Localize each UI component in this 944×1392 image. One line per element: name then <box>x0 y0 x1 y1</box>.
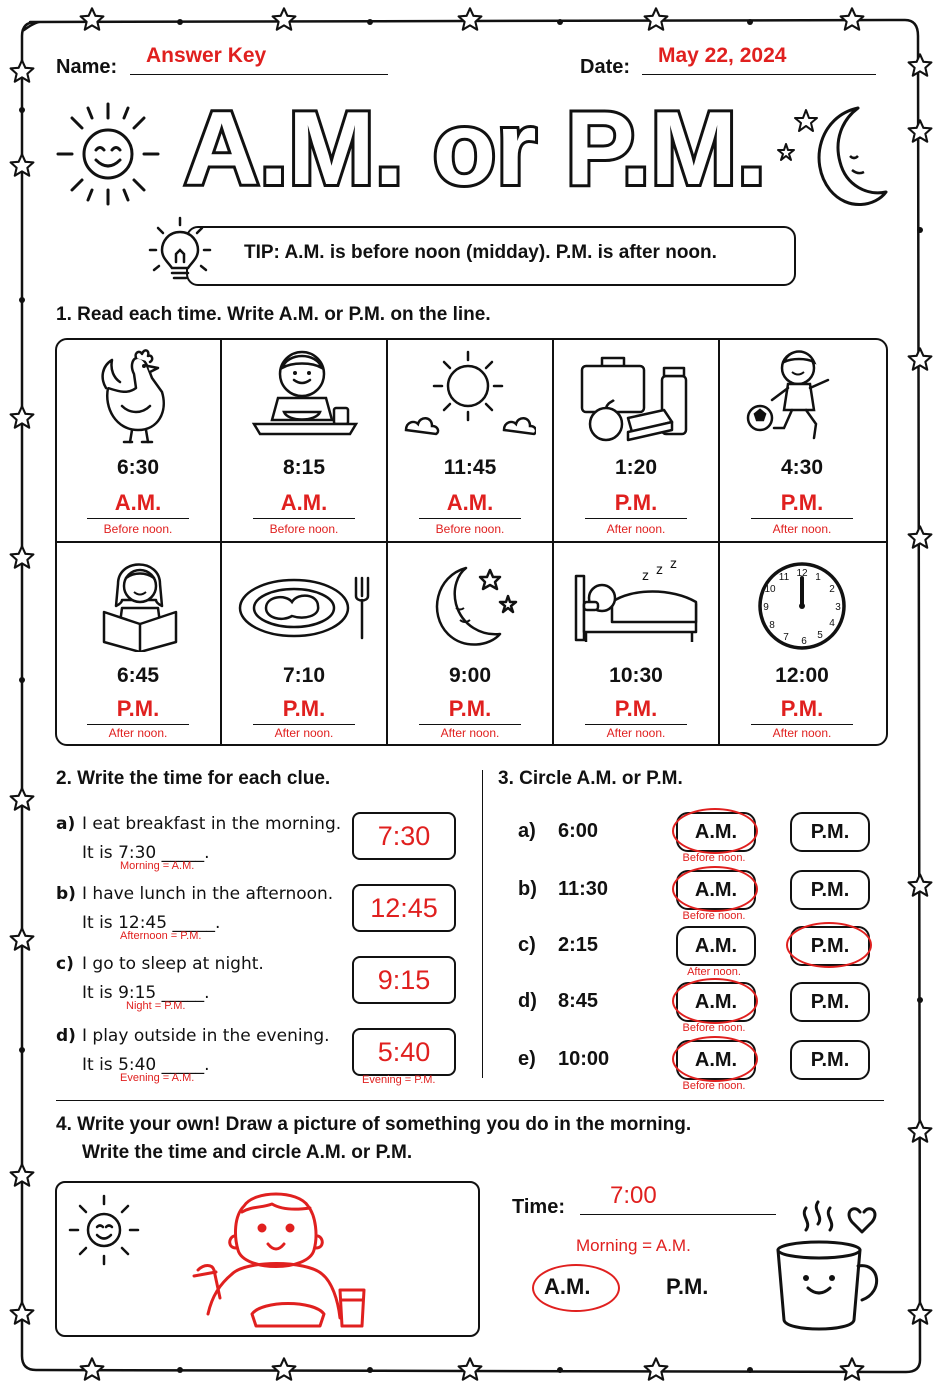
cell-answer[interactable]: P.M. <box>282 696 326 721</box>
answer-circle <box>672 978 758 1024</box>
section-divider <box>482 770 483 1078</box>
am-option[interactable]: A.M. <box>676 870 756 910</box>
cell-answer[interactable]: P.M. <box>448 696 492 721</box>
cell-answer[interactable]: P.M. <box>780 490 824 515</box>
answer-line <box>419 724 521 725</box>
svg-text:11: 11 <box>778 572 790 583</box>
cell-time: 9:00 <box>448 664 492 687</box>
cell-note: After noon. <box>440 726 500 740</box>
cell-answer[interactable]: A.M. <box>280 490 328 515</box>
cell-note: After noon. <box>772 726 832 740</box>
sun-icon <box>400 350 536 440</box>
circle-item-note: Before noon. <box>682 852 746 864</box>
cell-note: Before noon. <box>103 522 173 536</box>
answer-line <box>87 518 189 519</box>
section4-am[interactable]: A.M. <box>544 1274 591 1299</box>
light-bulb-icon <box>140 216 220 292</box>
am-option[interactable]: A.M. <box>676 812 756 852</box>
answer-circle <box>786 922 872 968</box>
cell-note: Before noon. <box>435 522 505 536</box>
cell-time: 6:30 <box>116 456 160 479</box>
cell-time: 7:10 <box>282 664 326 687</box>
clock-icon <box>752 560 852 656</box>
answer-line <box>585 518 687 519</box>
dinner-plate-icon <box>238 572 374 642</box>
name-line <box>130 74 388 75</box>
answer-line <box>419 518 521 519</box>
section2-heading: 2. Write the time for each clue. <box>56 768 331 789</box>
moon-icon <box>772 100 892 216</box>
name-label: Name: <box>56 56 118 78</box>
svg-text:z: z <box>642 567 649 583</box>
svg-text:10: 10 <box>764 584 776 595</box>
clue-note: Evening = A.M. <box>120 1072 195 1084</box>
cell-time: 12:00 <box>775 664 829 687</box>
circle-item-note: Before noon. <box>682 910 746 922</box>
answer-circle <box>672 866 758 912</box>
section4-heading-line2: Write the time and circle A.M. or P.M. <box>82 1142 413 1163</box>
section-divider-horizontal <box>56 1100 884 1101</box>
answer-line <box>751 724 853 725</box>
breakfast-boy-icon <box>250 346 360 442</box>
cell-answer[interactable]: P.M. <box>614 696 658 721</box>
clue-it-is: It is 9:15 _____. <box>82 983 210 1003</box>
cell-time: 6:45 <box>116 664 160 687</box>
circle-item-time: 8:45 <box>558 990 599 1012</box>
circle-item-note: Before noon. <box>682 1080 746 1092</box>
circle-item-letter: a) <box>518 820 536 842</box>
clue-letter: a) <box>56 814 76 834</box>
pm-option[interactable]: P.M. <box>790 870 870 910</box>
cell-answer[interactable]: P.M. <box>780 696 824 721</box>
cell-time: 10:30 <box>609 664 663 687</box>
coffee-mug-icon <box>770 1194 892 1338</box>
moon-icon <box>420 562 524 650</box>
clue-letter: c) <box>56 954 74 974</box>
answer-line <box>87 724 189 725</box>
cell-time: 1:20 <box>614 456 658 479</box>
answer-line <box>585 724 687 725</box>
clue-note: Afternoon = P.M. <box>120 930 202 942</box>
cell-answer[interactable]: A.M. <box>446 490 494 515</box>
section4-pm[interactable]: P.M. <box>666 1274 709 1299</box>
clue-sentence: I eat breakfast in the morning. <box>82 814 342 834</box>
box-note: Evening = P.M. <box>362 1074 436 1086</box>
page-title-text: A.M. or P.M. <box>184 92 766 202</box>
page-title <box>180 92 770 202</box>
clue-it-is: It is 7:30 _____. <box>82 843 210 863</box>
svg-text:9: 9 <box>763 602 769 613</box>
svg-text:6: 6 <box>801 636 807 647</box>
answer-line <box>751 518 853 519</box>
circle-item-note: Before noon. <box>682 1022 746 1034</box>
circle-item-time: 11:30 <box>558 878 609 900</box>
pm-option[interactable]: P.M. <box>790 982 870 1022</box>
answer-line <box>253 724 355 725</box>
clue-it-is: It is 5:40 _____. <box>82 1055 210 1075</box>
clue-letter: d) <box>56 1026 76 1046</box>
clue-sentence: I have lunch in the afternoon. <box>82 884 334 904</box>
svg-text:3: 3 <box>835 602 841 613</box>
clue-it-is: It is 12:45 _____. <box>82 913 221 933</box>
cell-note: After noon. <box>772 522 832 536</box>
answer-line <box>253 518 355 519</box>
svg-text:z: z <box>656 561 663 577</box>
clue-note: Night = P.M. <box>126 1000 186 1012</box>
clue-answer-box[interactable]: 7:30 <box>352 812 456 860</box>
section3-heading: 3. Circle A.M. or P.M. <box>498 768 683 789</box>
pm-option[interactable]: P.M. <box>790 926 870 966</box>
sun-icon <box>52 98 164 210</box>
small-sun-icon <box>64 1190 144 1270</box>
cell-note: After noon. <box>108 726 168 740</box>
cell-answer[interactable]: P.M. <box>116 696 160 721</box>
rooster-icon <box>96 348 182 448</box>
circle-item-letter: b) <box>518 878 537 900</box>
svg-text:12: 12 <box>796 568 808 579</box>
time-value[interactable]: 7:00 <box>610 1182 657 1209</box>
circle-item-note: After noon. <box>687 966 741 978</box>
tip-text: TIP: A.M. is before noon (midday). P.M. is after noon. <box>244 242 717 263</box>
am-option[interactable]: A.M. <box>676 982 756 1022</box>
cell-note: After noon. <box>274 726 334 740</box>
circle-item-letter: c) <box>518 934 536 956</box>
am-option[interactable]: A.M. <box>676 926 756 966</box>
clue-letter: b) <box>56 884 76 904</box>
svg-text:z: z <box>670 558 677 571</box>
sleeping-child-icon <box>572 558 700 646</box>
svg-text:8: 8 <box>769 620 775 631</box>
pm-option[interactable]: P.M. <box>790 812 870 852</box>
am-option[interactable]: A.M. <box>676 1040 756 1080</box>
svg-text:7: 7 <box>783 632 789 643</box>
section4-heading-line1: 4. Write your own! Draw a picture of something you do in the morning. <box>56 1114 692 1135</box>
circle-item-letter: e) <box>518 1048 536 1070</box>
section1-heading: 1. Read each time. Write A.M. or P.M. on the line. <box>56 304 491 325</box>
time-line <box>580 1214 776 1215</box>
cell-time: 4:30 <box>780 456 824 479</box>
circle-item-letter: d) <box>518 990 537 1012</box>
boy-eating-drawing <box>192 1186 372 1334</box>
lunch-box-icon <box>578 352 690 444</box>
clue-sentence: I go to sleep at night. <box>82 954 264 974</box>
circle-item-time: 2:15 <box>558 934 599 956</box>
cell-answer[interactable]: A.M. <box>114 490 162 515</box>
reading-girl-icon <box>96 556 186 652</box>
cell-note: After noon. <box>606 726 666 740</box>
circle-item-time: 10:00 <box>558 1048 610 1070</box>
cell-time: 11:45 <box>443 456 497 479</box>
date-line <box>642 74 876 75</box>
name-value[interactable]: Answer Key <box>146 44 267 67</box>
circle-item-time: 6:00 <box>558 820 599 842</box>
svg-text:1: 1 <box>815 572 821 583</box>
date-label: Date: <box>580 56 631 78</box>
svg-text:5: 5 <box>817 630 823 641</box>
soccer-boy-icon <box>744 348 844 448</box>
date-value[interactable]: May 22, 2024 <box>658 44 787 67</box>
clue-answer-box[interactable]: 12:45 <box>352 884 456 932</box>
cell-answer[interactable]: P.M. <box>614 490 658 515</box>
clue-note: Morning = A.M. <box>120 860 195 872</box>
clue-sentence: I play outside in the evening. <box>82 1026 330 1046</box>
clue-answer-box[interactable]: 5:40 <box>352 1028 456 1076</box>
clue-answer-box[interactable]: 9:15 <box>352 956 456 1004</box>
answer-circle <box>672 1036 758 1082</box>
svg-text:4: 4 <box>829 618 835 629</box>
answer-circle <box>672 808 758 854</box>
cell-time: 8:15 <box>282 456 326 479</box>
cell-note: Before noon. <box>269 522 339 536</box>
svg-text:2: 2 <box>829 584 835 595</box>
time-label: Time: <box>512 1196 565 1218</box>
cell-note: After noon. <box>606 522 666 536</box>
pm-option[interactable]: P.M. <box>790 1040 870 1080</box>
section4-note: Morning = A.M. <box>576 1236 691 1255</box>
